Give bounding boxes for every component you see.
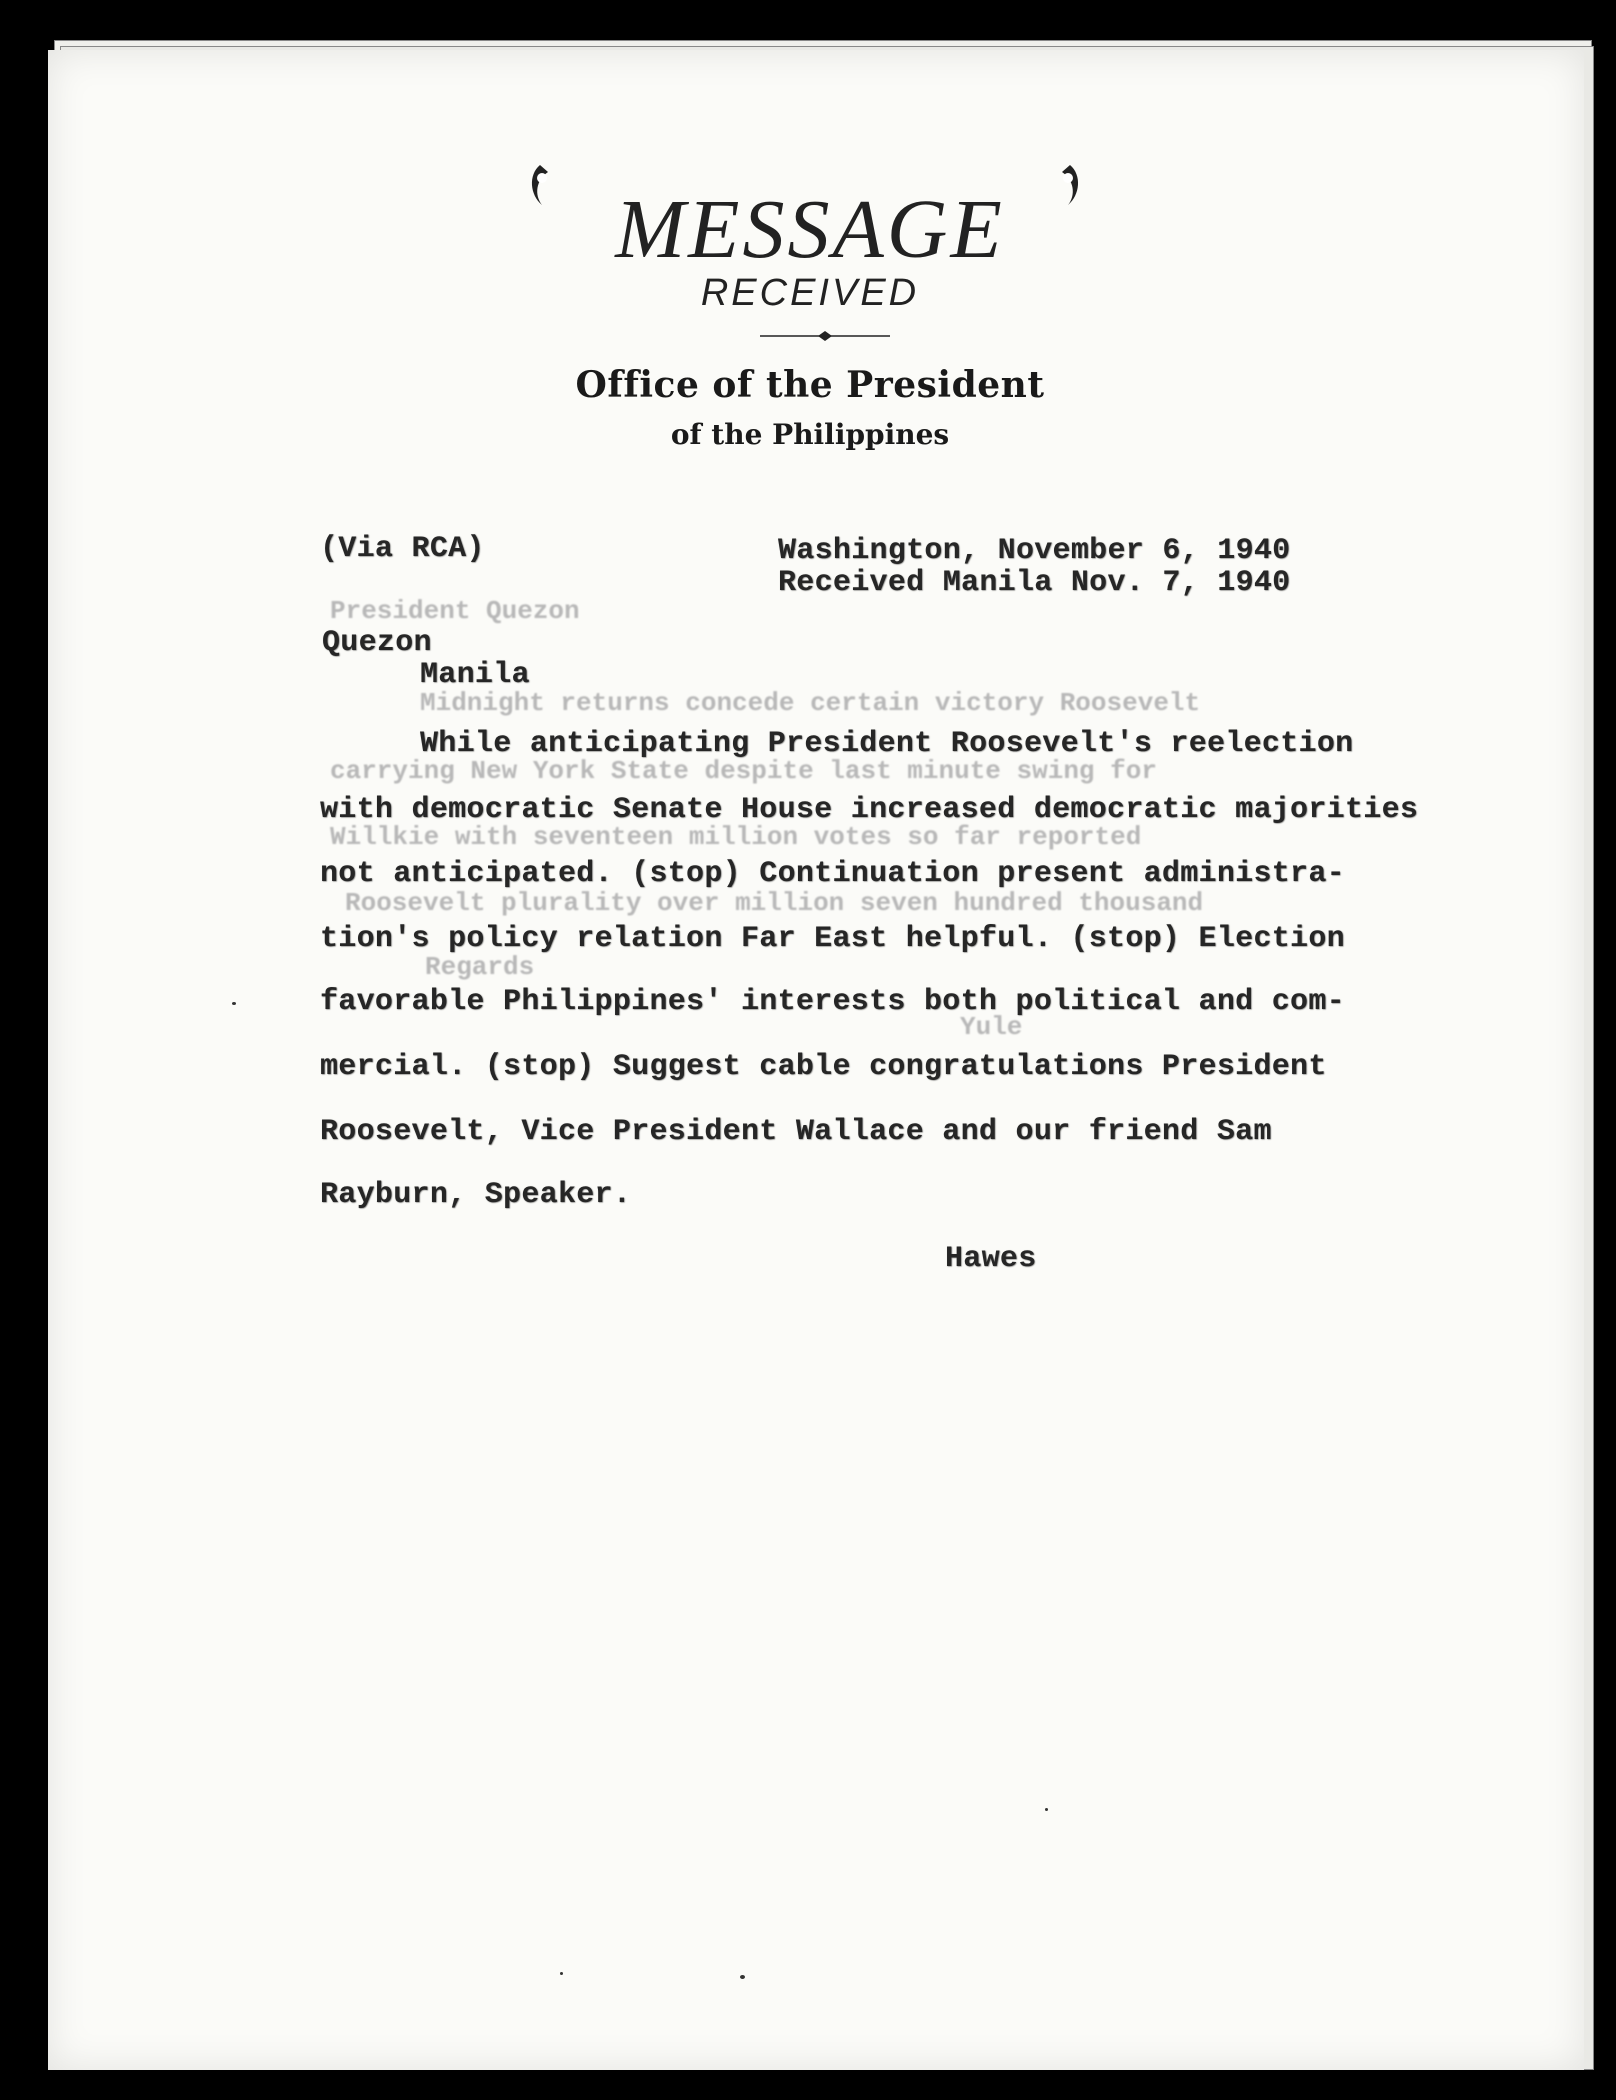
via-line: (Via RCA) [320,532,485,566]
office-line-1: Office of the President [575,364,1045,406]
bleed-through-line: Willkie with seventeen million votes so far reported [330,822,1142,852]
body-line: Roosevelt, Vice President Wallace and our friend Sam [320,1115,1272,1149]
body-line: Rayburn, Speaker. [320,1178,632,1212]
signature: Hawes [945,1242,1037,1276]
bleed-through-line: Roosevelt plurality over million seven hundred thousand [345,888,1204,918]
scan-speck [740,1975,745,1979]
body-line: While anticipating President Roosevelt's reelection [420,727,1354,761]
body-line: mercial. (stop) Suggest cable congratulations President [320,1050,1327,1084]
letterhead-title: MESSAGE [615,183,1005,276]
bleed-through-line: President Quezon [330,596,580,626]
scan-speck [1045,1808,1048,1811]
bleed-through-line: Regards [425,952,535,982]
bleed-through-line: carrying New York State despite last minute swing for [330,756,1157,786]
addressee: Quezon [322,626,432,660]
addressee-city: Manila [420,658,530,692]
received-line: Received Manila Nov. 7, 1940 [778,566,1291,600]
office-line-2: of the Philippines [670,418,950,451]
bleed-through-line: Yule [960,1012,1023,1042]
body-line: tion's policy relation Far East helpful. (stop) Election [320,922,1345,956]
scan-speck [232,1002,236,1005]
letterhead-divider [760,330,890,342]
scan-speck [560,1972,563,1975]
letterhead-subtitle: RECEIVED [700,272,920,314]
origin-line: Washington, November 6, 1940 [778,534,1291,568]
body-line: not anticipated. (stop) Continuation present administra- [320,857,1345,891]
bleed-through-line: Midnight returns concede certain victory Roosevelt [420,688,1201,718]
body-line: favorable Philippines' interests both political and com- [320,985,1345,1019]
body-line: with democratic Senate House increased democratic majorities [320,793,1419,827]
